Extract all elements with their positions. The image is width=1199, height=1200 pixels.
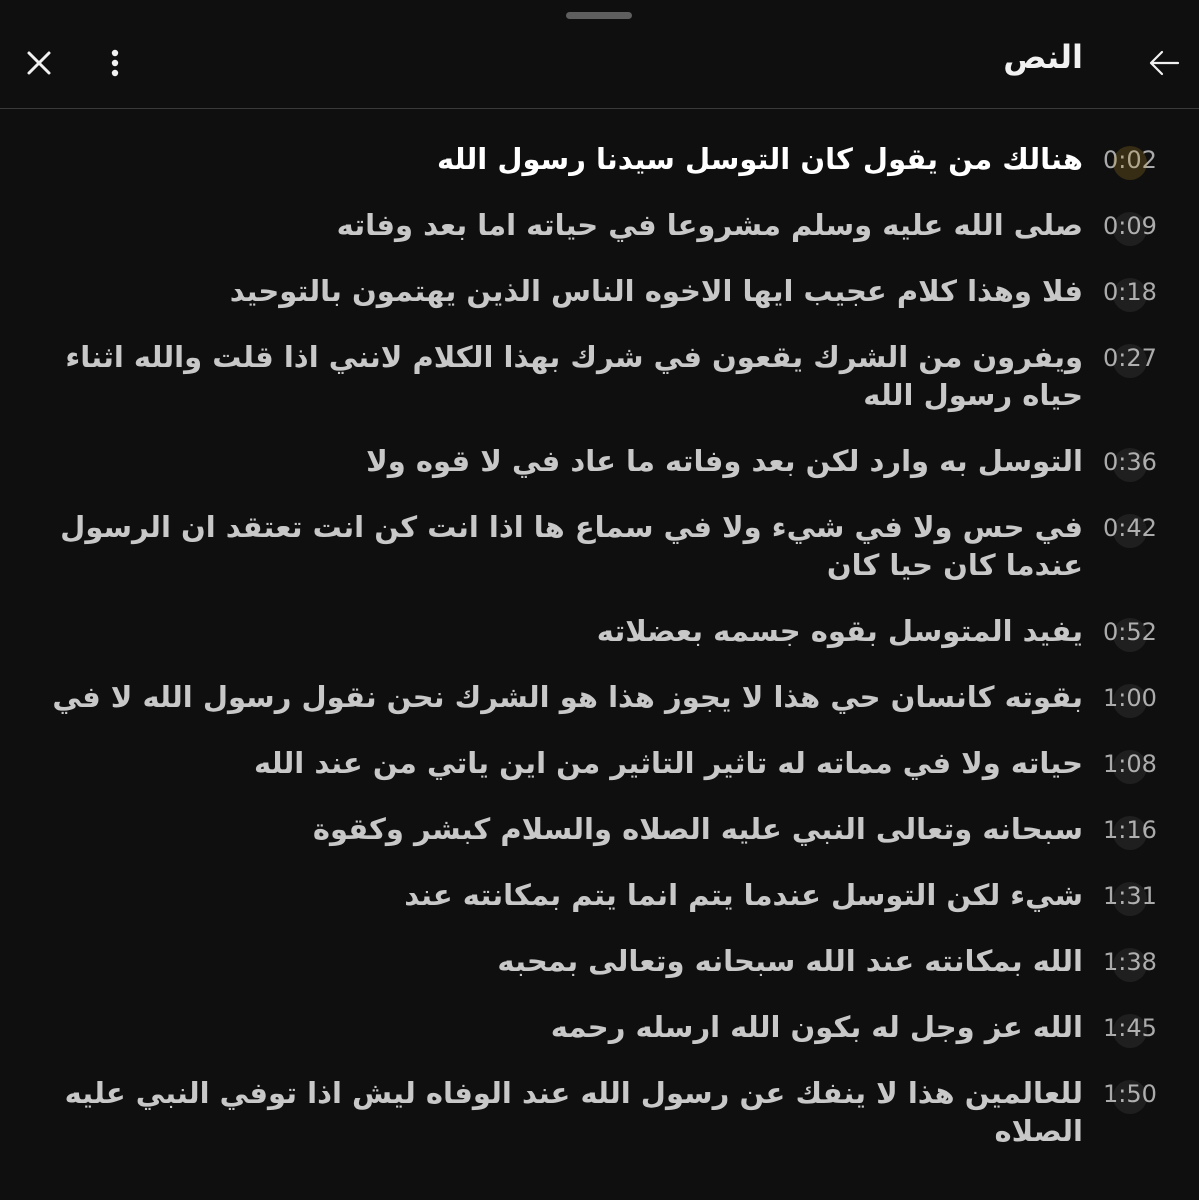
transcript-segment[interactable]	[0, 192, 1199, 258]
segment-text: صلى الله عليه وسلم مشروعا في حياته اما بعد وفاته	[336, 208, 1083, 242]
transcript-segment[interactable]	[0, 126, 1199, 192]
segment-timestamp: 0:09	[1103, 206, 1163, 240]
more-vert-icon	[110, 49, 120, 77]
segment-text: في حس ولا في شيء ولا في سماع ها اذا انت كن انت تعتقد ان الرسول عندما كان حيا كان	[60, 510, 1083, 582]
transcript-segment[interactable]	[0, 428, 1199, 494]
segment-timestamp: 0:36	[1103, 442, 1163, 476]
panel-title: النص	[1003, 38, 1083, 76]
panel-header	[0, 24, 1199, 109]
segment-timestamp: 1:31	[1103, 876, 1163, 910]
segment-text: يفيد المتوسل بقوه جسمه بعضلاته	[596, 614, 1083, 648]
transcript-segment[interactable]	[0, 324, 1199, 428]
transcript-list	[0, 126, 1199, 1164]
segment-timestamp: 0:02	[1103, 140, 1163, 174]
segment-text: للعالمين هذا لا ينفك عن رسول الله عند الوفاه ليش اذا توفي النبي عليه الصلاه	[64, 1076, 1083, 1148]
segment-text: بقوته كانسان حي هذا لا يجوز هذا هو الشرك نحن نقول رسول الله لا في	[52, 680, 1083, 714]
transcript-segment[interactable]	[0, 1060, 1199, 1164]
segment-timestamp: 0:42	[1103, 508, 1163, 542]
segment-text: شيء لكن التوسل عندما يتم انما يتم بمكانته عند	[404, 878, 1083, 912]
segment-text: فلا وهذا كلام عجيب ايها الاخوه الناس الذين يهتمون بالتوحيد	[229, 274, 1083, 308]
segment-timestamp: 1:08	[1103, 744, 1163, 778]
segment-text: الله عز وجل له بكون الله ارسله رحمه	[550, 1010, 1083, 1044]
segment-text: التوسل به وارد لكن بعد وفاته ما عاد في لا قوه ولا	[366, 444, 1083, 478]
transcript-segment[interactable]	[0, 494, 1199, 598]
transcript-segment[interactable]	[0, 994, 1199, 1060]
arrow-back-icon	[1148, 49, 1180, 77]
transcript-segment[interactable]	[0, 258, 1199, 324]
transcript-segment[interactable]	[0, 730, 1199, 796]
close-button[interactable]	[18, 42, 60, 84]
segment-text: الله بمكانته عند الله سبحانه وتعالى بمحبه	[497, 944, 1083, 978]
more-options-button[interactable]	[94, 42, 136, 84]
segment-text: هنالك من يقول كان التوسل سيدنا رسول الله	[436, 142, 1083, 176]
drag-handle[interactable]	[566, 12, 632, 19]
segment-timestamp: 1:16	[1103, 810, 1163, 844]
segment-timestamp: 0:52	[1103, 612, 1163, 646]
transcript-segment[interactable]	[0, 862, 1199, 928]
segment-text: ويفرون من الشرك يقعون في شرك بهذا الكلام لانني اذا قلت والله اثناء حياه رسول الله	[65, 340, 1083, 412]
segment-timestamp: 0:18	[1103, 272, 1163, 306]
transcript-segment[interactable]	[0, 664, 1199, 730]
back-button[interactable]	[1143, 42, 1185, 84]
segment-text: حياته ولا في مماته له تاثير التاثير من اين ياتي من عند الله	[253, 746, 1083, 780]
segment-timestamp: 1:00	[1103, 678, 1163, 712]
segment-timestamp: 1:45	[1103, 1008, 1163, 1042]
segment-timestamp: 1:50	[1103, 1074, 1163, 1108]
segment-text: سبحانه وتعالى النبي عليه الصلاه والسلام كبشر وكقوة	[312, 812, 1083, 846]
transcript-segment[interactable]	[0, 928, 1199, 994]
transcript-segment[interactable]	[0, 598, 1199, 664]
segment-timestamp: 1:38	[1103, 942, 1163, 976]
segment-timestamp: 0:27	[1103, 338, 1163, 372]
close-icon	[25, 49, 53, 77]
transcript-segment[interactable]	[0, 796, 1199, 862]
